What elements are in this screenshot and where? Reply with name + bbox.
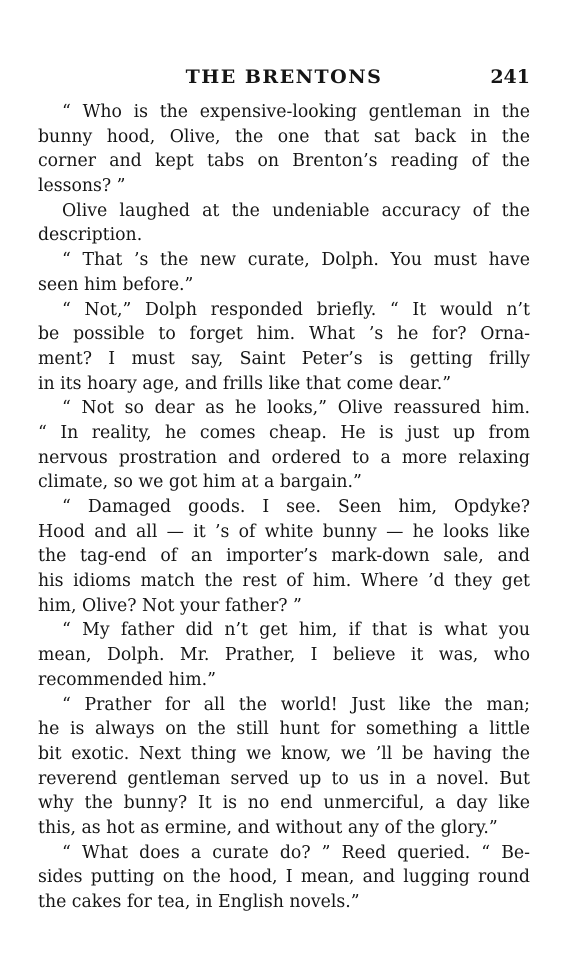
text-line: Hood and all — it ’s of white bunny — he looks like bbox=[38, 521, 530, 542]
text-line: be possible to forget him. What ’s he for? Orna- bbox=[38, 324, 530, 345]
text-line: mean, Dolph. Mr. Prather, I believe it was, who bbox=[38, 645, 530, 666]
text-line: lessons? ” bbox=[38, 176, 126, 197]
running-title: THE BRENTONS bbox=[185, 66, 383, 88]
body-text bbox=[38, 100, 530, 915]
text-line: “ Not so dear as he looks,” Olive reassured him. bbox=[62, 398, 530, 419]
text-line: why the bunny? It is no end unmerciful, a day like bbox=[38, 793, 530, 814]
text-line: him, Olive? Not your father? ” bbox=[38, 595, 302, 616]
page-header bbox=[38, 64, 530, 90]
page-number: 241 bbox=[490, 66, 530, 88]
text-line: he is always on the still hunt for something a little bbox=[38, 719, 530, 740]
text-line: ment? I must say, Saint Peter’s is getting frilly bbox=[38, 348, 530, 369]
text-line: reverend gentleman served up to us in a novel. But bbox=[38, 768, 530, 789]
text-line: description. bbox=[38, 225, 143, 246]
text-line: the tag-end of an importer’s mark-down sale, and bbox=[38, 546, 530, 567]
text-line: Olive laughed at the undeniable accuracy of the bbox=[62, 200, 530, 221]
text-line: seen him before.” bbox=[38, 274, 194, 295]
text-line: “ That ’s the new curate, Dolph. You must have bbox=[62, 250, 530, 271]
text-line: “ In reality, he comes cheap. He is just up from bbox=[38, 422, 530, 443]
text-line: “ Who is the expensive-looking gentleman in the bbox=[62, 102, 530, 122]
text-line: “ Damaged goods. I see. Seen him, Opdyke? bbox=[62, 497, 530, 517]
text-line: his idioms match the rest of him. Where ’d they get bbox=[38, 571, 530, 592]
text-line: nervous prostration and ordered to a more relaxing bbox=[38, 447, 530, 468]
text-line: corner and kept tabs on Brenton’s reading of the bbox=[38, 151, 530, 172]
text-line: the cakes for tea, in English novels.” bbox=[38, 892, 360, 912]
text-line: climate, so we got him at a bargain.” bbox=[38, 472, 362, 493]
text-line: bit exotic. Next thing we know, we ’ll be having the bbox=[38, 743, 530, 764]
text-line: this, as hot as ermine, and without any of the glory.” bbox=[38, 817, 498, 838]
text-line: sides putting on the hood, I mean, and lugging round bbox=[38, 867, 530, 888]
text-line: “ Not,” Dolph responded briefly. “ It would n’t bbox=[62, 299, 530, 320]
text-line: “ What does a curate do? ” Reed queried. “ Be- bbox=[62, 842, 530, 863]
text-line: “ Prather for all the world! Just like the man; bbox=[62, 694, 530, 715]
text-line: bunny hood, Olive, the one that sat back in the bbox=[38, 126, 530, 147]
text-line: in its hoary age, and frills like that come dear.” bbox=[38, 373, 452, 394]
text-line: recommended him.” bbox=[38, 669, 216, 690]
text-line: “ My father did n’t get him, if that is what you bbox=[62, 620, 530, 641]
